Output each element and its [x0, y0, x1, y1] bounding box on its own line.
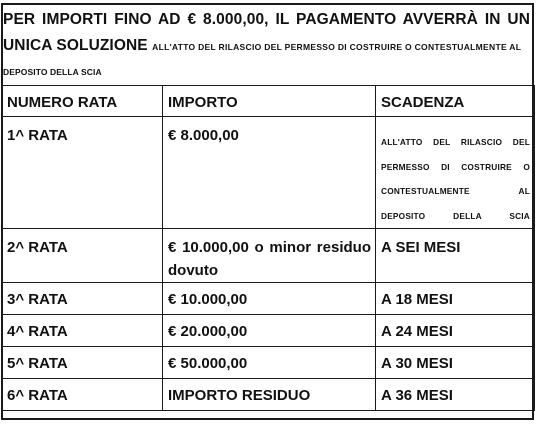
scadenza-cell: A 30 MESI	[376, 347, 535, 379]
rata-cell: 5^ RATA	[2, 347, 163, 379]
header-numero-rata: NUMERO RATA	[2, 86, 163, 117]
importo-cell: IMPORTO RESIDUO	[163, 379, 376, 411]
table-row	[2, 283, 535, 315]
intro-small-text-end: DEPOSITO DELLA SCIA	[3, 67, 102, 77]
importo-cell: € 20.000,00	[163, 315, 376, 347]
rata-cell: 2^ RATA	[2, 229, 163, 283]
installment-table	[1, 85, 535, 411]
scadenza-note: ALL'ATTO DEL RILASCIO DEL PERMESSO DI COSTRUIRE O CONTESTUALMENTE AL DEPOSITO DELLA SCIA	[381, 137, 530, 221]
scadenza-cell: A 24 MESI	[376, 315, 535, 347]
table-row	[2, 229, 535, 283]
header-scadenza: SCADENZA	[376, 86, 535, 117]
importo-cell: € 8.000,00	[163, 117, 376, 229]
table-header-row	[2, 86, 535, 117]
table-row	[2, 347, 535, 379]
scadenza-cell: A 36 MESI	[376, 379, 535, 411]
scadenza-cell	[376, 117, 535, 229]
rata-cell: 4^ RATA	[2, 315, 163, 347]
payment-intro	[3, 7, 530, 82]
rata-cell: 3^ RATA	[2, 283, 163, 315]
table-row	[2, 379, 535, 411]
scadenza-cell: A 18 MESI	[376, 283, 535, 315]
table-row	[2, 117, 535, 229]
scadenza-cell: A SEI MESI	[376, 229, 535, 283]
importo-cell: € 10.000,00 o minor residuo dovuto	[163, 229, 376, 283]
importo-cell: € 50.000,00	[163, 347, 376, 379]
header-importo: IMPORTO	[163, 86, 376, 117]
intro-small-text: ALL'ATTO DEL RILASCIO DEL PERMESSO DI COSTRUIRE O CONTESTUALMENTE AL	[152, 42, 522, 52]
rata-cell: 1^ RATA	[2, 117, 163, 229]
table-row	[2, 315, 535, 347]
rata-cell: 6^ RATA	[2, 379, 163, 411]
intro-large-text: PER IMPORTI FINO AD € 8.000,00, IL PAGAMENTO AVVERRÀ IN UN UNICA SOLUZIONE	[3, 11, 530, 54]
importo-cell: € 10.000,00	[163, 283, 376, 315]
